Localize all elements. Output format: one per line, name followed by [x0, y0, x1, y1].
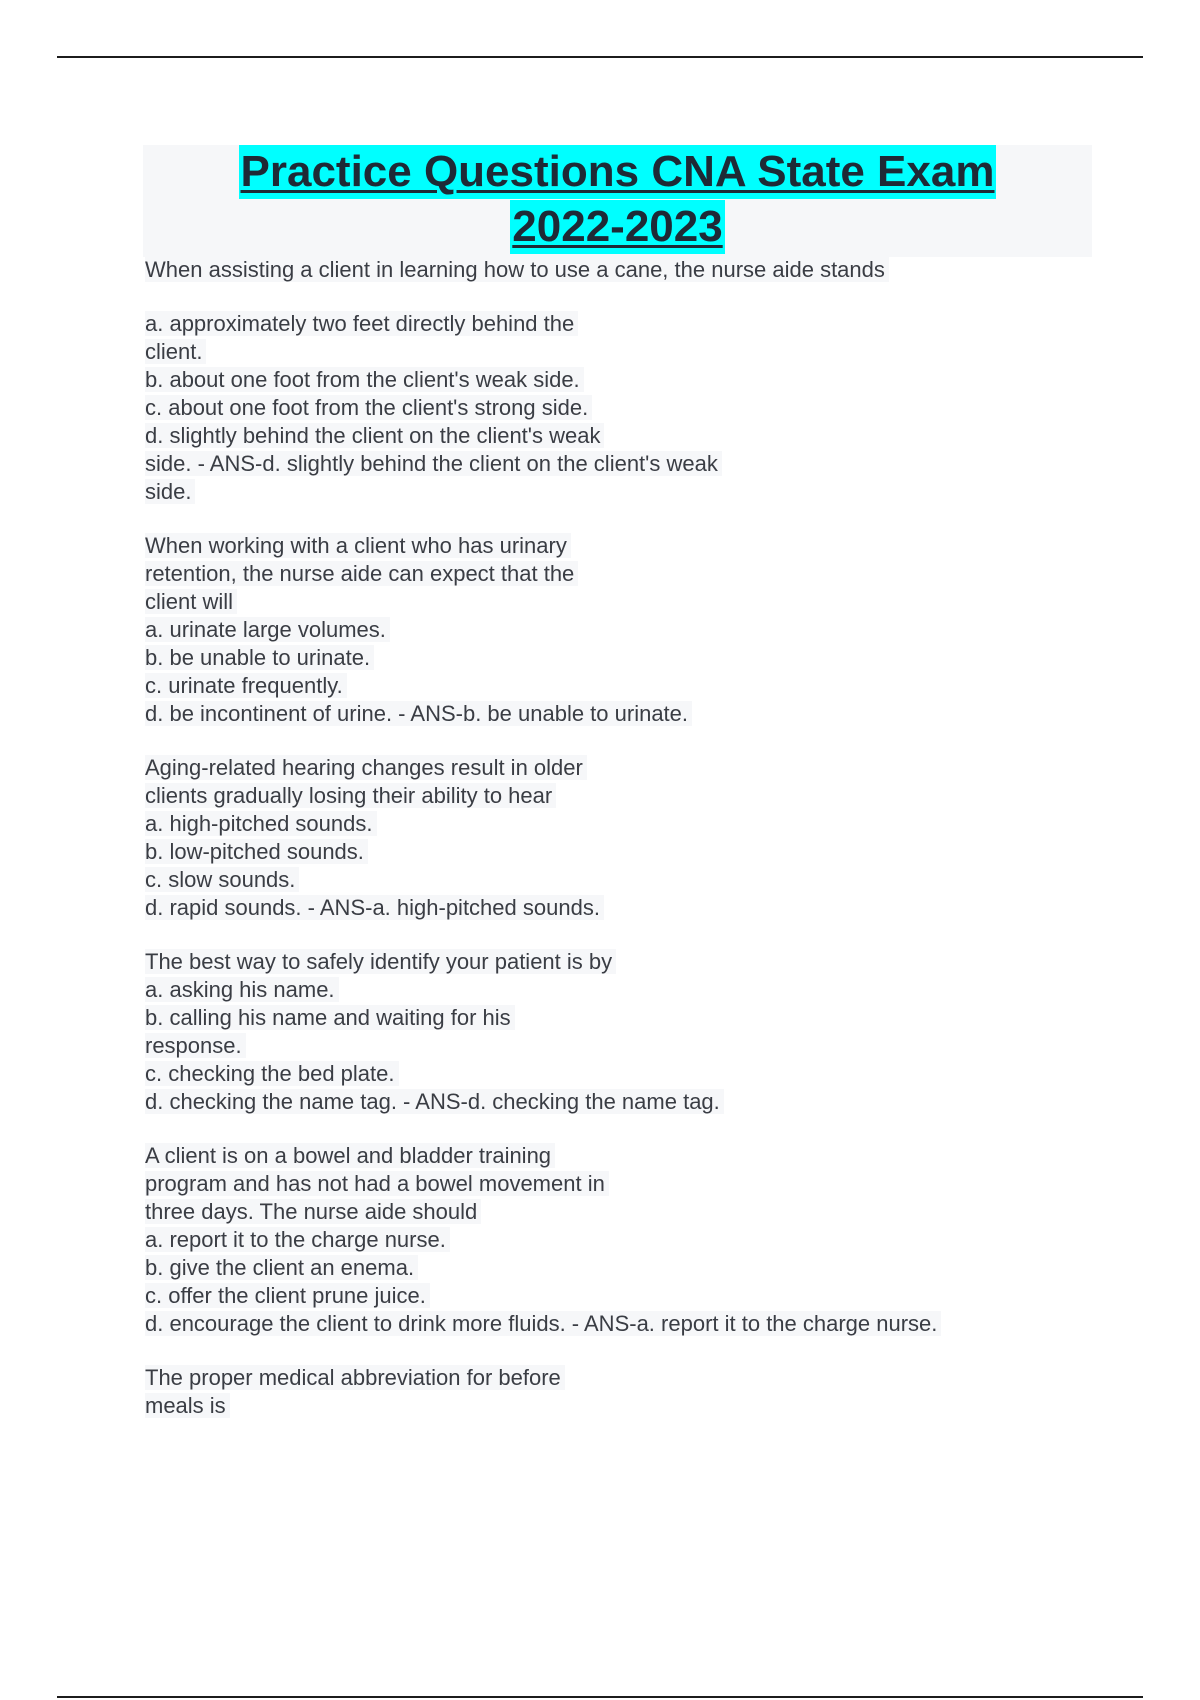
- question-stem: program and has not had a bowel movement in: [145, 1171, 609, 1196]
- answer-option: response.: [145, 1033, 246, 1058]
- question-stem: retention, the nurse aide can expect that the: [145, 561, 578, 586]
- question-3: [145, 754, 1105, 922]
- answer-key: d. be incontinent of urine. - ANS-b. be unable to urinate.: [145, 701, 692, 726]
- answer-key: side. - ANS-d. slightly behind the client on the client's weak: [145, 451, 722, 476]
- answer-option: b. low-pitched sounds.: [145, 839, 368, 864]
- question-1: [145, 256, 1105, 506]
- bottom-rule: [57, 1696, 1143, 1698]
- answer-option: c. offer the client prune juice.: [145, 1283, 430, 1308]
- question-stem: client will: [145, 589, 237, 614]
- title-line-2: 2022-2023: [510, 200, 724, 254]
- title-line-1: Practice Questions CNA State Exam: [239, 145, 997, 199]
- questions-body: [145, 256, 1105, 1446]
- question-stem: meals is: [145, 1393, 230, 1418]
- document-title: [143, 145, 1092, 257]
- answer-option: a. report it to the charge nurse.: [145, 1227, 450, 1252]
- answer-option: b. about one foot from the client's weak side.: [145, 367, 584, 392]
- answer-option: b. calling his name and waiting for his: [145, 1005, 515, 1030]
- question-5: [145, 1142, 1105, 1338]
- answer-option: c. slow sounds.: [145, 867, 299, 892]
- answer-option: client.: [145, 339, 206, 364]
- answer-option: a. asking his name.: [145, 977, 339, 1002]
- answer-option: c. checking the bed plate.: [145, 1061, 399, 1086]
- question-stem: clients gradually losing their ability to hear: [145, 783, 556, 808]
- question-stem: When working with a client who has urinary: [145, 533, 571, 558]
- answer-option: c. about one foot from the client's strong side.: [145, 395, 592, 420]
- answer-key: d. encourage the client to drink more fluids. - ANS-a. report it to the charge nurse.: [145, 1311, 941, 1336]
- answer-option: a. high-pitched sounds.: [145, 811, 377, 836]
- question-stem: three days. The nurse aide should: [145, 1199, 481, 1224]
- answer-key: d. rapid sounds. - ANS-a. high-pitched sounds.: [145, 895, 604, 920]
- question-stem: Aging-related hearing changes result in older: [145, 755, 587, 780]
- question-4: [145, 948, 1105, 1116]
- answer-option: a. urinate large volumes.: [145, 617, 390, 642]
- answer-option: b. be unable to urinate.: [145, 645, 374, 670]
- top-rule: [57, 56, 1143, 58]
- question-6: [145, 1364, 1105, 1420]
- question-stem: The best way to safely identify your patient is by: [145, 949, 616, 974]
- answer-key: side.: [145, 479, 195, 504]
- question-2: [145, 532, 1105, 728]
- answer-option: b. give the client an enema.: [145, 1255, 418, 1280]
- answer-key: d. checking the name tag. - ANS-d. checking the name tag.: [145, 1089, 724, 1114]
- answer-option: d. slightly behind the client on the client's weak: [145, 423, 604, 448]
- question-stem: The proper medical abbreviation for before: [145, 1365, 565, 1390]
- answer-option: c. urinate frequently.: [145, 673, 347, 698]
- question-stem: A client is on a bowel and bladder training: [145, 1143, 555, 1168]
- question-stem: When assisting a client in learning how to use a cane, the nurse aide stands: [145, 257, 889, 282]
- answer-option: a. approximately two feet directly behind the: [145, 311, 578, 336]
